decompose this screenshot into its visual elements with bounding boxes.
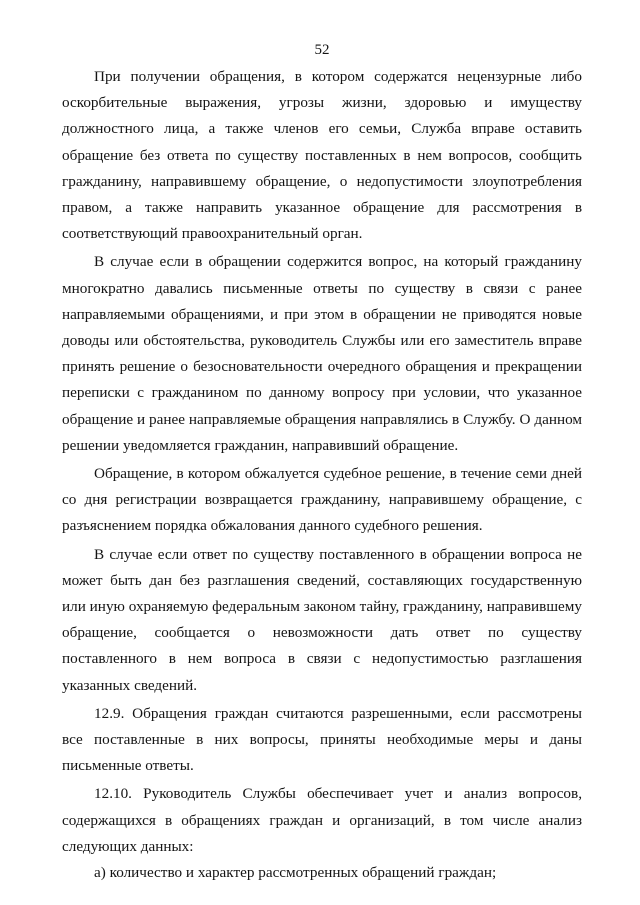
page-number: 52	[314, 42, 330, 58]
paragraph-obscene-appeals: При получении обращения, в котором содержатся нецензурные либо оскорбительные выражения, угрозы жизни, здоровью и имуществу должностного лица, а также членов его семьи, Служба вправе оставить обращение без ответа по существу поставленных в нем вопросов, сообщить гражданину, направившему обращение, о недопустимости злоупотребления правом, а также направить указанное обращение для рассмотрения в соответствующий правоохранительный орган.	[62, 68, 582, 243]
paragraph-12-9: 12.9. Обращения граждан считаются разрешенными, если рассмотрены все поставленные в них вопросы, приняты необходимые меры и даны письменные ответы.	[62, 704, 582, 775]
paragraph-court-decision: Обращение, в котором обжалуется судебное решение, в течение семи дней со дня регистрации возвращается гражданину, направившему обращение, с разъяснением порядка обжалования данного судебного решения.	[62, 465, 582, 535]
paragraph-state-secret: В случае если ответ по существу поставленного в обращении вопроса не может быть дан без разглашения сведений, составляющих государственную или иную охраняемую федеральным законом тайну, гражданину, направившему обращение, сообщается о невозможности дать ответ по существу поставленного в нем вопроса в связи с недопустимостью разглашения указанных сведений.	[62, 545, 582, 694]
paragraph-12-10: 12.10. Руководитель Службы обеспечивает учет и анализ вопросов, содержащихся в обращениях граждан и организаций, в том числе анализ следующих данных:	[62, 785, 582, 855]
list-item-a: а) количество и характер рассмотренных обращений граждан;	[94, 864, 497, 882]
paragraph-repeated-question: В случае если в обращении содержится вопрос, на который гражданину многократно давались письменные ответы по существу в связи с ранее направляемыми обращениями, и при этом в обращении не приводятся новые доводы или обстоятельства, руководитель Службы или его заместитель вправе принять решение о безосновательности очередного обращения и прекращении переписки с гражданином по данному вопросу при условии, что указанное обращение и ранее направляемые обращения направлялись в Службу. О данном решении уведомляется гражданин, направивший обращение.	[62, 253, 582, 454]
